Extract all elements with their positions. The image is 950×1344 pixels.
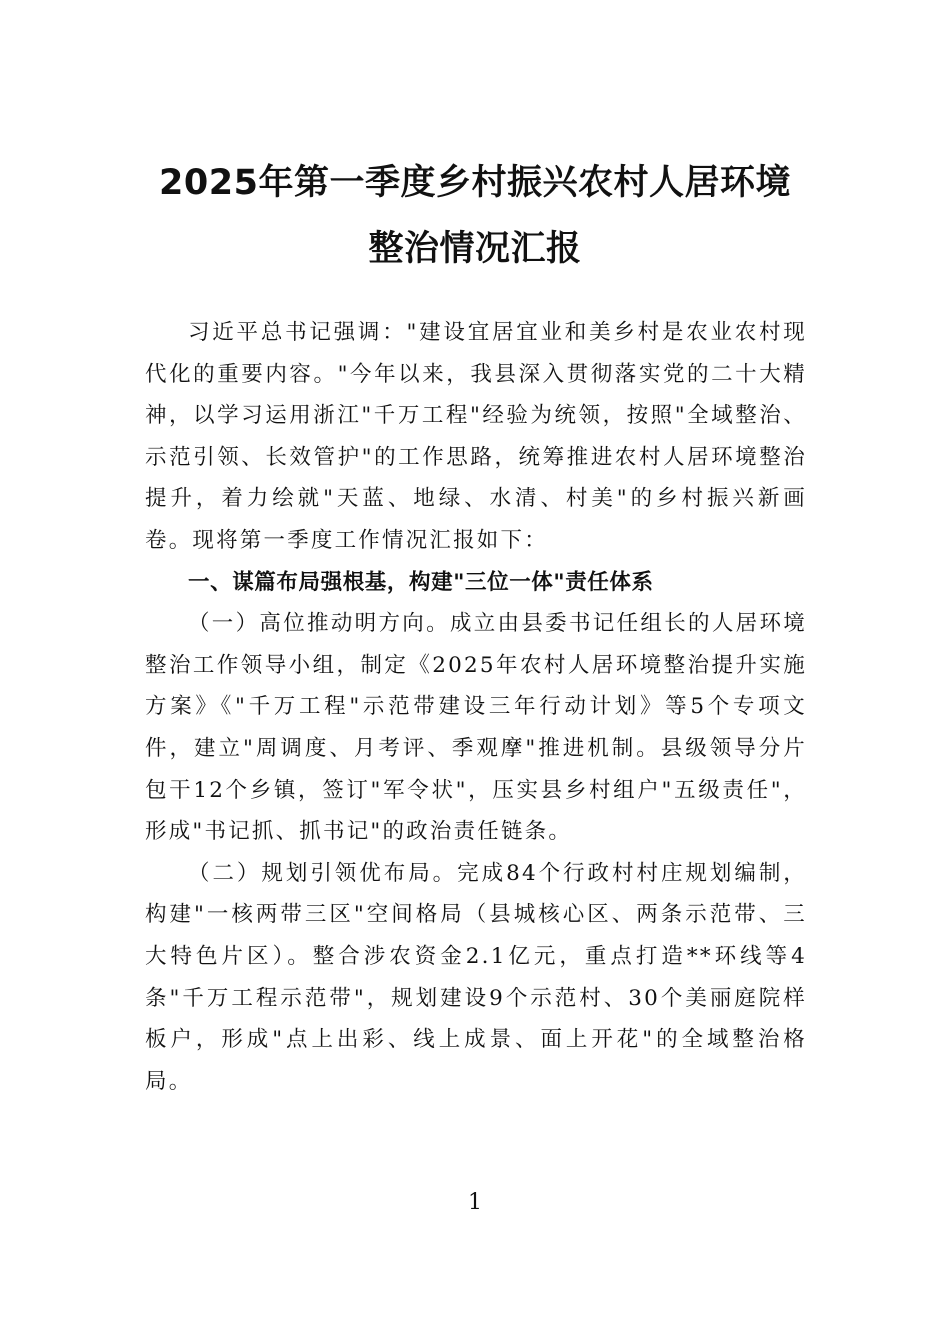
page-number: 1: [468, 1190, 482, 1215]
item-title-2: （二）规划引领优布局。: [188, 860, 458, 886]
document-title: 2025年第一季度乡村振兴农村人居环境整治情况汇报: [159, 163, 791, 269]
document-body: [145, 312, 807, 1102]
item-body-1: 成立由县委书记任组长的人居环境整治工作领导小组，制定《2025年农村人居环境整治提升实施方案》《"千万工程"示范带建设三年行动计划》等5个专项文件，建立"周调度、月考评、季观摩"推进机制。县级领导分片包干12个乡镇，签订"军令状"，压实县乡村组户"五级责任"，形成"书记抓、抓书记"的政治责任链条。: [145, 611, 807, 845]
intro-paragraph: 习近平总书记强调："建设宜居宜业和美乡村是农业农村现代化的重要内容。"今年以来，我县深入贯彻落实党的二十大精神，以学习运用浙江"千万工程"经验为统领，按照"全域整治、示范引领、长效管护"的工作思路，统筹推进农村人居环境整治提升，着力绘就"天蓝、地绿、水清、村美"的乡村振兴新画卷。现将第一季度工作情况汇报如下：: [145, 320, 807, 553]
item-paragraph-2: [145, 853, 807, 1103]
item-paragraph-1: [145, 603, 807, 853]
item-title-1: （一）高位推动明方向。: [188, 611, 450, 637]
section-heading-1: 一、谋篇布局强根基，构建"三位一体"责任体系: [188, 569, 654, 595]
item-body-2: 完成84个行政村村庄规划编制，构建"一核两带三区"空间格局（县城核心区、两条示范带、三大特色片区）。整合涉农资金2.1亿元，重点打造**环线等4条"千万工程示范带"，规划建设9个示范村、30个美丽庭院样板户，形成"点上出彩、线上成景、面上开花"的全域整治格局。: [145, 860, 808, 1094]
